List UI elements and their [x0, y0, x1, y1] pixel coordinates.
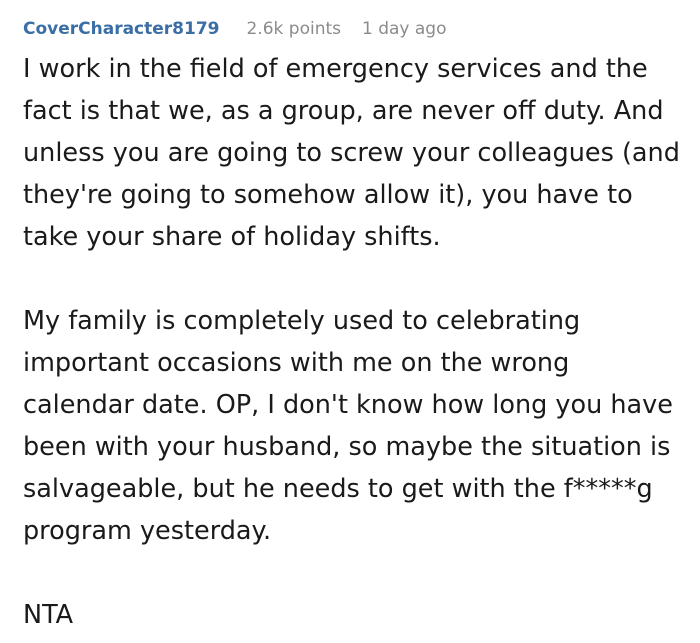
- comment: [23, 0, 683, 636]
- timestamp: 1 day ago: [362, 18, 447, 39]
- points-count: 2.6k points: [246, 18, 341, 39]
- comment-paragraph: NTA: [23, 600, 74, 630]
- comment-body: [23, 48, 683, 636]
- username-link[interactable]: CoverCharacter8179: [23, 18, 220, 39]
- comment-paragraph: I work in the field of emergency services and the fact is that we, as a group, are never off duty. And unless you are going to screw your colleagues (and they're going to somehow allow it), you have to take your share of holiday shifts.: [23, 54, 680, 252]
- comment-paragraph: My family is completely used to celebrating important occasions with me on the wrong calendar date. OP, I don't know how long you have been with your husband, so maybe the situation is salvageable, but he needs to get with the f*****g program yesterday.: [23, 306, 673, 546]
